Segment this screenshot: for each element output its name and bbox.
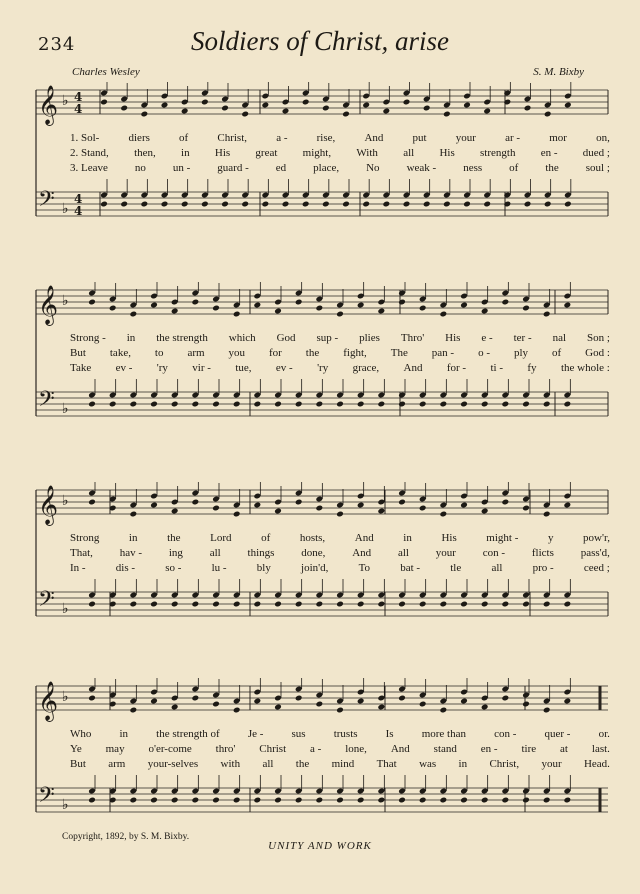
lyric-syllable: His [441, 532, 457, 544]
lyric-syllable: more than [421, 728, 466, 740]
time-signature-digit: 4 [74, 90, 83, 104]
lyric-syllable: sup - [316, 332, 339, 344]
lyric-syllable: Strong [70, 532, 100, 544]
lyric-syllable: in [119, 728, 129, 740]
lyric-syllable: Lord [210, 532, 232, 544]
lyric-syllable: of [179, 132, 189, 144]
lyric-syllable: ti - [490, 362, 504, 374]
lyric-syllable: e - [481, 332, 493, 344]
author-words: Charles Wesley [72, 66, 140, 78]
lyric-syllable: ter - [513, 332, 532, 344]
lyric-syllable: which [228, 332, 256, 344]
lyric-syllable: tle [450, 562, 462, 574]
lyric-syllable: con - [482, 547, 506, 559]
lyric-syllable: bly [256, 562, 271, 574]
lyric-syllable: pan - [431, 347, 455, 359]
lyric-syllable: take, [109, 347, 131, 359]
lyric-syllable: all [262, 758, 274, 770]
lyric-syllable: Ye [70, 743, 82, 755]
lyric-syllable: 3. Leave [70, 162, 108, 174]
lyric-syllable: His [439, 147, 455, 159]
lyric-syllable: His [445, 332, 461, 344]
lyric-syllable: quer - [544, 728, 571, 740]
lyric-syllable: pro - [532, 562, 554, 574]
lyric-syllable: the [545, 162, 559, 174]
bass-clef-icon: 𝄢 [38, 783, 55, 813]
lyric-syllable: tue, [235, 362, 252, 374]
lyric-syllable: Thro' [400, 332, 425, 344]
lyric-syllable: 2. Stand, [70, 147, 109, 159]
time-signature-digit: 4 [74, 192, 83, 206]
flat-icon: ♭ [62, 293, 69, 309]
lyric-syllable: sus [291, 728, 306, 740]
time-signature-digit: 4 [74, 102, 83, 116]
author-music: S. M. Bixby [533, 66, 584, 78]
lyric-syllable: And [364, 132, 384, 144]
lyric-syllable: at [560, 743, 568, 755]
lyric-syllable: join'd, [301, 562, 329, 574]
lyric-syllable: so - [165, 562, 182, 574]
lyric-syllable: done, [301, 547, 326, 559]
lyric-syllable: all [403, 147, 415, 159]
lyric-syllable: might - [486, 532, 519, 544]
lyric-syllable: con - [494, 728, 517, 740]
lyric-syllable: ing [168, 547, 183, 559]
lyric-syllable: the [167, 532, 181, 544]
flat-icon: ♭ [62, 601, 69, 617]
lyric-syllable: ply [513, 347, 529, 359]
lyric-syllable: great [255, 147, 278, 159]
lyric-line-verse-3 [70, 562, 610, 576]
lyric-syllable: o - [478, 347, 490, 359]
bass-clef-icon: 𝄢 [38, 387, 55, 417]
lyric-syllable: dued ; [582, 147, 610, 159]
lyric-syllable: And [354, 532, 374, 544]
lyric-syllable: Christ, [489, 758, 520, 770]
lyric-syllable: bat - [400, 562, 421, 574]
flat-icon: ♭ [62, 93, 69, 109]
lyric-syllable: guard - [217, 162, 249, 174]
copyright-note: Copyright, 1892, by S. M. Bixby. [62, 832, 190, 842]
lyric-syllable: arm [187, 347, 205, 359]
lyric-syllable: That, [70, 547, 93, 559]
lyric-syllable: in [126, 332, 136, 344]
lyric-syllable: in [403, 532, 412, 544]
treble-clef-icon: 𝄞 [38, 485, 59, 525]
lyric-syllable: That [376, 758, 397, 770]
lyric-syllable: dis - [115, 562, 136, 574]
lyric-syllable: vir - [192, 362, 211, 374]
lyric-syllable: then, [134, 147, 156, 159]
lyric-syllable: rise, [316, 132, 336, 144]
page-number: 234 [38, 34, 76, 55]
lyric-syllable: Take [70, 362, 92, 374]
lyric-line-verse-3 [70, 758, 610, 772]
lyric-line-verse-1 [70, 332, 610, 346]
lyric-syllable: Head. [583, 758, 610, 770]
lyric-syllable: last. [591, 743, 610, 755]
lyric-syllable: all [491, 562, 503, 574]
time-signature-digit: 4 [74, 204, 83, 218]
lyric-syllable: weak - [406, 162, 437, 174]
lyric-syllable: But [70, 347, 86, 359]
bass-clef-icon: 𝄢 [38, 187, 55, 217]
lyric-syllable: Son ; [586, 332, 610, 344]
lyric-syllable: pass'd, [580, 547, 610, 559]
lyric-syllable: ceed ; [583, 562, 610, 574]
lyric-syllable: Je - [247, 728, 264, 740]
lyric-syllable: strength [480, 147, 516, 159]
lyric-syllable: And [390, 743, 410, 755]
lyric-syllable: or. [598, 728, 610, 740]
lyric-syllable: on, [596, 132, 610, 144]
flat-icon: ♭ [62, 689, 69, 705]
lyric-syllable: But [70, 758, 86, 770]
lyric-line-verse-1 [70, 728, 610, 742]
treble-clef-icon: 𝄞 [38, 285, 59, 325]
lyric-syllable: ev - [275, 362, 293, 374]
lyric-syllable: the whole : [560, 362, 610, 374]
lyric-syllable: fy [527, 362, 537, 374]
lyric-syllable: ar - [505, 132, 521, 144]
lyric-syllable: nal [552, 332, 567, 344]
lyric-syllable: diers [128, 132, 150, 144]
hymn-title: Soldiers of Christ, arise [190, 26, 450, 56]
lyric-syllable: put [412, 132, 427, 144]
lyric-syllable: your [541, 758, 562, 770]
lyric-syllable: plies [359, 332, 380, 344]
lyric-line-verse-2 [70, 547, 610, 561]
lyric-syllable: the strength of [156, 728, 220, 740]
lyric-syllable: in [128, 532, 138, 544]
lyric-syllable: in [181, 147, 190, 159]
lyric-syllable: Is [385, 728, 394, 740]
lyric-syllable: flicts [531, 547, 554, 559]
lyric-syllable: your [435, 547, 456, 559]
lyric-syllable: lone, [345, 743, 367, 755]
lyric-syllable: hosts, [299, 532, 326, 544]
lyric-syllable: His [214, 147, 231, 159]
lyric-syllable: of [551, 347, 562, 359]
treble-clef-icon: 𝄞 [38, 85, 59, 125]
lyric-syllable: God [276, 332, 296, 344]
treble-clef-icon: 𝄞 [38, 681, 59, 721]
lyric-syllable: trusts [333, 728, 358, 740]
lyric-syllable: place, [313, 162, 340, 174]
lyric-syllable: stand [433, 743, 457, 755]
lyric-syllable: a - [310, 743, 322, 755]
lyric-syllable: No [366, 162, 380, 174]
lyric-syllable: lu - [211, 562, 227, 574]
lyric-syllable: pow'r, [583, 532, 610, 544]
lyric-syllable: Who [70, 728, 92, 740]
lyric-syllable: The [390, 347, 408, 359]
lyric-syllable: grace, [352, 362, 380, 374]
lyric-line-verse-1 [70, 532, 610, 546]
lyric-syllable: fight, [343, 347, 367, 359]
lyric-syllable: no [134, 162, 146, 174]
lyric-syllable: thro' [215, 743, 236, 755]
treble-staff [36, 85, 608, 126]
lyric-syllable: ed [275, 162, 287, 174]
lyric-syllable: en - [540, 147, 558, 159]
lyric-line-verse-2 [70, 347, 610, 361]
lyric-syllable: ev - [115, 362, 133, 374]
lyric-syllable: un - [172, 162, 191, 174]
lyric-line-verse-2 [70, 147, 610, 161]
lyric-syllable: hav - [119, 547, 143, 559]
flat-icon: ♭ [62, 493, 69, 509]
lyric-syllable: 'ry [317, 362, 329, 374]
lyric-syllable: of [509, 162, 519, 174]
lyric-syllable: tire [521, 743, 537, 755]
lyric-line-verse-1 [70, 132, 610, 146]
lyric-syllable: ness [463, 162, 483, 174]
lyric-syllable: Strong - [70, 332, 106, 344]
lyric-syllable: mor [549, 132, 567, 144]
lyric-syllable: to [154, 347, 164, 359]
lyric-syllable: all [397, 547, 409, 559]
lyric-syllable: might, [302, 147, 332, 159]
lyric-syllable: With [356, 147, 378, 159]
lyric-syllable: the [305, 347, 320, 359]
lyric-syllable: the strength [156, 332, 208, 344]
lyric-syllable: for - [446, 362, 467, 374]
lyric-syllable: all [209, 547, 221, 559]
lyric-syllable: things [247, 547, 275, 559]
flat-icon: ♭ [62, 797, 69, 813]
section-footer: UNITY AND WORK [268, 840, 372, 852]
lyric-syllable: of [261, 532, 271, 544]
lyric-line-verse-3 [70, 162, 610, 176]
bass-staff [36, 187, 608, 218]
bass-clef-icon: 𝄢 [38, 587, 55, 617]
lyric-syllable: in [458, 758, 468, 770]
lyric-line-verse-3 [70, 362, 610, 376]
lyric-syllable: God : [585, 347, 610, 359]
lyric-syllable: y [547, 532, 554, 544]
lyric-syllable: a - [276, 132, 288, 144]
lyric-syllable: Christ [259, 743, 287, 755]
lyric-syllable: Christ, [217, 132, 248, 144]
lyric-syllable: mind [331, 758, 355, 770]
lyric-syllable: en - [480, 743, 498, 755]
lyric-syllable: And [352, 547, 372, 559]
lyric-syllable: for [269, 347, 282, 359]
flat-icon: ♭ [62, 201, 69, 217]
lyric-syllable: with [220, 758, 241, 770]
lyric-syllable: your [455, 132, 476, 144]
lyric-syllable: And [403, 362, 423, 374]
lyric-syllable: you [228, 347, 246, 359]
lyric-line-verse-2 [70, 743, 610, 757]
lyric-syllable: your-selves [147, 758, 199, 770]
lyric-syllable: was [419, 758, 437, 770]
lyric-syllable: To [358, 562, 371, 574]
lyric-syllable: 1. Sol- [70, 132, 100, 144]
lyric-syllable: arm [108, 758, 126, 770]
flat-icon: ♭ [62, 401, 69, 417]
lyric-syllable: 'ry [156, 362, 168, 374]
lyric-syllable: o'er-come [148, 743, 192, 755]
lyric-syllable: soul ; [585, 162, 610, 174]
lyric-syllable: the [295, 758, 310, 770]
lyric-syllable: may [105, 743, 125, 755]
lyric-syllable: In - [70, 562, 86, 574]
